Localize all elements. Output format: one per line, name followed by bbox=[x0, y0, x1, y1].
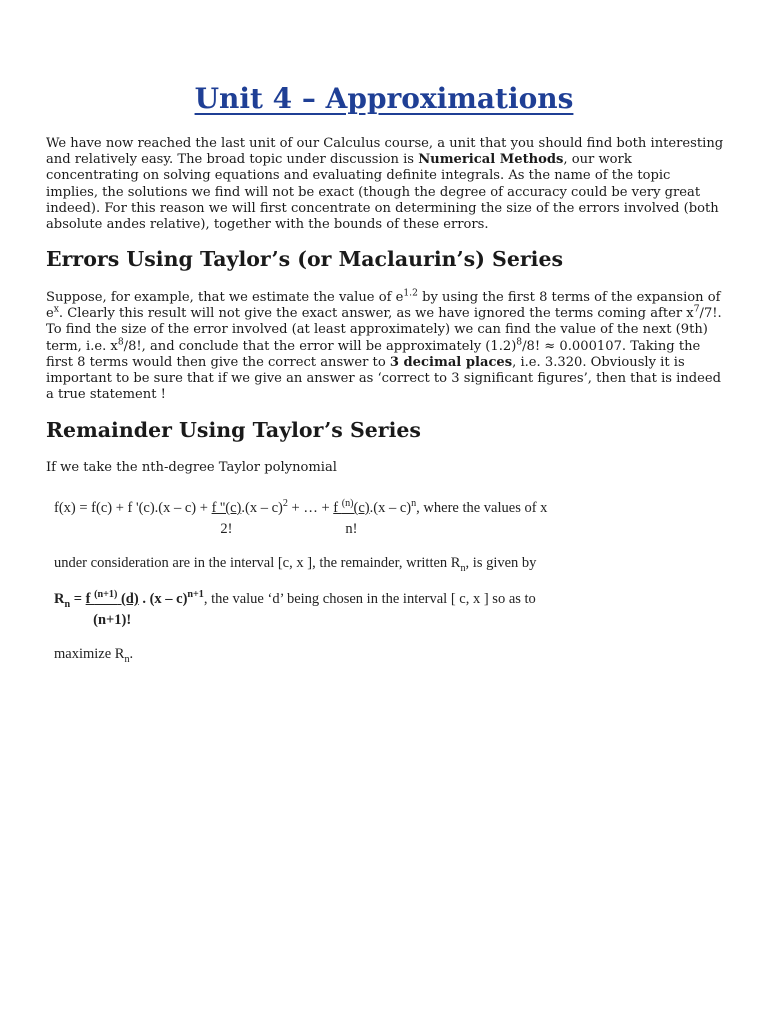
frac2-sup: (n) bbox=[341, 498, 354, 510]
maximize-text: maximize R bbox=[54, 646, 125, 662]
fraction-second-derivative bbox=[212, 500, 242, 538]
errors-sup-4: 8 bbox=[117, 336, 124, 348]
lhs-sub: n bbox=[64, 598, 71, 610]
remainder-line-sub: n bbox=[460, 562, 466, 574]
remainder-denominator: (n+1)! bbox=[93, 612, 132, 628]
page-title: Unit 4 – Approximations bbox=[194, 82, 574, 115]
formula-end: , where the values of x bbox=[416, 500, 548, 516]
errors-text-b: by using the first 8 terms of the expansion of e bbox=[46, 290, 721, 322]
remainder-formula-line bbox=[54, 591, 536, 629]
formula-line-1 bbox=[54, 500, 547, 538]
fraction-nth-derivative bbox=[333, 500, 369, 538]
fraction-denominator: 2! bbox=[220, 521, 233, 537]
intro-text-2: , our work concentrating on solving equations and evaluating definite integrals. As the name of the topic implies, the solutions we find will not be exact (though the degree of accuracy could be very great indeed). For this reason we will first concentrate on determining the size of the errors involved (both absolute andes relative), together with the bounds of these errors. bbox=[46, 152, 719, 233]
remainder-line-text-b: , is given by bbox=[465, 555, 537, 571]
intro-paragraph bbox=[46, 136, 726, 233]
remainder-numerator bbox=[86, 591, 139, 608]
formula-tail-1: .(x – c) bbox=[241, 500, 283, 516]
num-b: (d) bbox=[117, 591, 139, 607]
errors-text-g: , i.e. 3.320. Obviously it is important to be sure that if we give an answer as ‘correct to 3 significant figures’, then that is indeed a true statement ! bbox=[46, 354, 722, 403]
errors-text-c: . Clearly this result will not give the exact answer, as we have ignored the terms coming after x bbox=[58, 306, 694, 322]
remainder-formula bbox=[54, 591, 674, 627]
errors-text-a: Suppose, for example, that we estimate the value of e bbox=[46, 290, 404, 305]
num-a: f bbox=[85, 591, 95, 607]
lhs-text: R bbox=[54, 591, 65, 607]
fraction-denominator-n: n! bbox=[345, 521, 358, 537]
taylor-polynomial-formula bbox=[54, 500, 674, 540]
frac2-num-b: (c) bbox=[353, 500, 370, 516]
fraction-num-text: f ''(c) bbox=[211, 500, 242, 516]
remainder-line bbox=[54, 555, 674, 572]
maximize-line bbox=[54, 646, 674, 663]
remainder-rest-text: , the value ‘d’ being chosen in the interval [ c, x ] so as to bbox=[203, 591, 536, 607]
remainder-intro: If we take the nth-degree Taylor polynomial bbox=[46, 460, 337, 475]
fraction-numerator bbox=[212, 500, 242, 517]
frac2-num-a: f bbox=[333, 500, 342, 516]
fraction-numerator-n bbox=[333, 500, 369, 517]
lhs-eq: = bbox=[70, 591, 86, 607]
errors-sup-3: 7 bbox=[693, 303, 700, 315]
formula-mid: + … + bbox=[287, 500, 334, 516]
remainder-tail: . (x – c) bbox=[138, 591, 188, 607]
errors-paragraph bbox=[46, 287, 726, 403]
errors-sup-2: x bbox=[53, 303, 59, 315]
intro-bold: Numerical Methods bbox=[418, 152, 564, 168]
remainder-fraction bbox=[86, 591, 139, 629]
remainder-line-text-a: under consideration are in the interval [c, x ], the remainder, written R bbox=[54, 555, 461, 571]
errors-text-d: /7!. To find the size of the error involved (at least approximately) we can find the value of the next (9th) term, i.e. x bbox=[46, 306, 722, 354]
maximize-sub: n bbox=[124, 653, 130, 665]
section-heading-remainder: Remainder Using Taylor’s Series bbox=[46, 418, 421, 442]
errors-bold: 3 decimal places bbox=[389, 354, 513, 370]
remainder-lhs bbox=[54, 589, 204, 628]
formula-sup-1: 2 bbox=[282, 498, 288, 510]
formula-sup-2: n bbox=[411, 498, 417, 510]
errors-text-e: /8!, and conclude that the error will be approximately (1.2) bbox=[123, 338, 517, 354]
formula-part-a: f(x) = f(c) + f '(c).(x – c) + bbox=[54, 500, 212, 516]
section-heading-errors: Errors Using Taylor’s (or Maclaurin’s) Series bbox=[46, 247, 564, 271]
errors-text-f: /8! ≈ 0.000107. Taking the first 8 terms would then give the correct answer to bbox=[46, 338, 701, 370]
errors-sup-5: 8 bbox=[516, 336, 523, 348]
num-sup: (n+1) bbox=[94, 589, 118, 601]
intro-text-1: We have now reached the last unit of our Calculus course, a unit that you should find both interesting and relatively easy. The broad topic under discussion is bbox=[46, 136, 724, 168]
errors-sup-1: 1.2 bbox=[403, 287, 418, 299]
formula-tail-2: .(x – c) bbox=[369, 500, 412, 516]
maximize-end: . bbox=[129, 646, 134, 662]
remainder-tail-sup: n+1 bbox=[187, 589, 204, 601]
